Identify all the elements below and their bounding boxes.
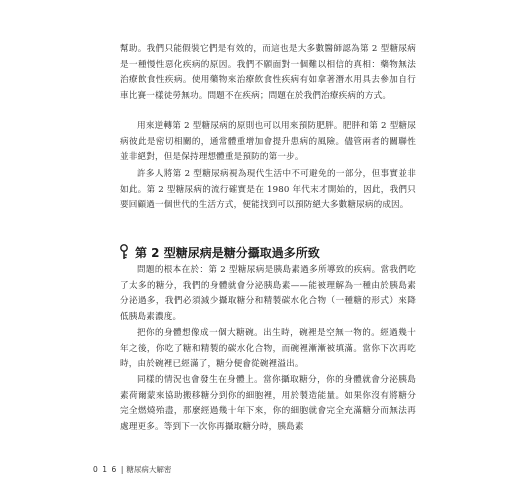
body-paragraph: 同樣的情況也會發生在身體上。當你攝取糖分，你的身體就會分泌胰島素荷爾蒙來協助搬移糖分到你的細胞裡，用於製造能量。如果你沒有將糖分完全燃燒殆盡，那麼經過幾十年下來，你的細胞就會完全充滿糖分而無法再處理更多。等到下一次你再攝取糖分時，胰島素	[120, 375, 416, 432]
body-paragraph: 幫助。我們只能假裝它們是有效的，而這也是大多數醫師認為第 2 型糖尿病是一種慢性惡化疾病的原因。我們不願面對一個難以相信的真相：藥物無法治療飲食性疾病。使用藥物來治療飲食性疾病有如拿著潛水用具去參加自行車比賽一樣徒勞無功。問題不在疾病；問題在於我們治療疾病的方式。	[120, 44, 416, 101]
body-paragraph: 把你的身體想像成一個大糖碗。出生時，碗裡是空無一物的。經過幾十年之後，你吃了糖和精製的碳水化合物，而碗裡漸漸被填滿。當你下次再吃時，由於碗裡已經滿了，糖分便會從碗裡溢出。	[120, 328, 416, 370]
body-paragraph: 許多人將第 2 型糖尿病視為現代生活中不可避免的一部分，但事實並非如此。第 2 型糖尿病的流行確實是在 1980 年代末才開始的，因此，我們只要回顧過一個世代的生活方式，便能找到可以預防絕大多數糖尿病的成因。	[120, 169, 416, 211]
section-heading	[118, 242, 418, 262]
page-number: 016	[93, 465, 121, 474]
key-icon	[118, 244, 130, 260]
body-paragraph: 用來逆轉第 2 型糖尿病的原則也可以用來預防肥胖。肥胖和第 2 型糖尿病彼此是密切相關的，通常體重增加會提升患病的風險。儘管兩者的關聯性並非絕對，但是保持理想體重是預防的第一步。	[120, 121, 416, 163]
book-title: 糖尿病大解密	[126, 465, 172, 474]
page-footer	[93, 464, 171, 475]
body-paragraph: 問題的根本在於：第 2 型糖尿病是胰島素過多所導致的疾病。當我們吃了太多的糖分，我們的身體就會分泌胰島素——能被理解為一種由於胰島素分泌過多，我們必須減少攝取糖分和精製碳水化合物（一種糖的形式）來降低胰島素濃度。	[120, 265, 416, 322]
footer-separator: |	[120, 465, 124, 474]
section-heading-text: 第 2 型糖尿病是糖分攝取過多所致	[135, 245, 320, 260]
